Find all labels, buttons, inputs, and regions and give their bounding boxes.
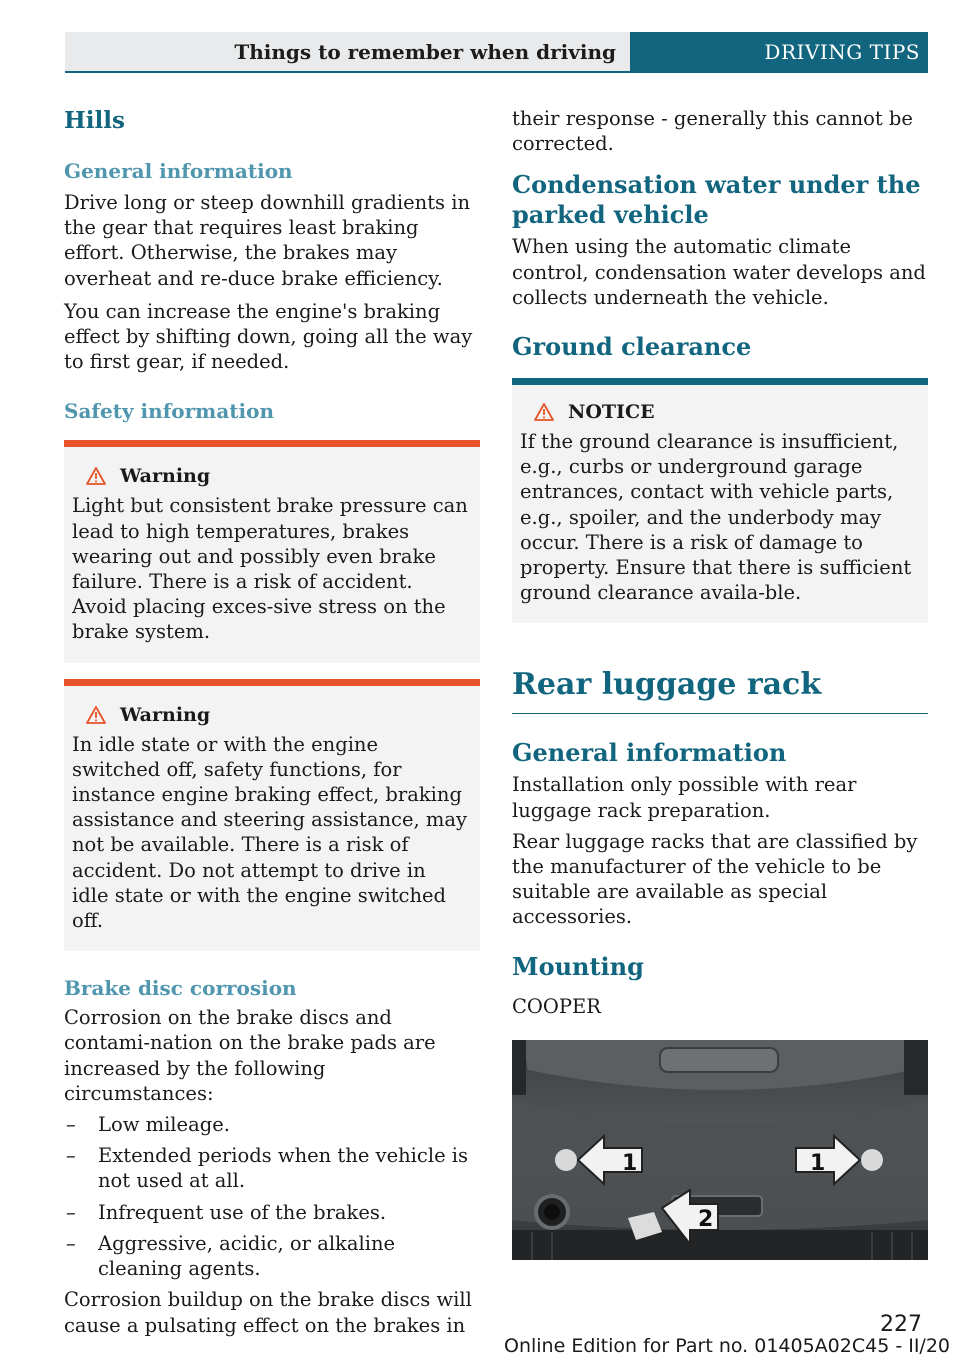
- warning-header: [72, 463, 468, 489]
- safety-info-heading: Safety information: [64, 399, 275, 424]
- warning-label: Warning: [120, 703, 211, 726]
- hills-heading: Hills: [64, 107, 125, 134]
- warning-text: In idle state or with the engine switched off, safety functions, for instance engine braking effect, braking assistance and steering assistance, may not be available. There is a risk of accident. Do not attempt to drive in idle state or with the engine switched off.: [72, 732, 468, 933]
- page-number: 227: [880, 1312, 922, 1337]
- corrosion-paragraph-1: Corrosion on the brake discs and contami-nation on the brake pads are increased by the following circumstances:: [64, 1006, 436, 1105]
- condensation-heading: Condensation water under the parked vehicle: [512, 170, 921, 230]
- general-info-paragraph-1: Drive long or steep downhill gradients in the gear that requires least braking effort. Otherwise, the brakes may overheat and re-duce brake efficiency.: [64, 191, 471, 290]
- luggage-paragraph-1: Installation only possible with rear luggage rack preparation.: [512, 773, 857, 822]
- notice-label: NOTICE: [568, 401, 655, 424]
- warning-triangle-icon: [86, 706, 106, 724]
- ground-clearance-heading: Ground clearance: [512, 332, 752, 362]
- brake-corrosion-heading: Brake disc corrosion: [64, 976, 297, 1001]
- list-item: – Aggressive, acidic, or alkaline cleaning agents.: [64, 1231, 480, 1281]
- warning-triangle-icon: [534, 403, 554, 421]
- warning-box-brake-pressure: [64, 440, 480, 662]
- figure-label-1-left: 1: [622, 1151, 638, 1176]
- notice-box-ground-clearance: [512, 378, 928, 623]
- model-label: COOPER: [512, 994, 601, 1018]
- corrosion-list: [64, 1112, 480, 1281]
- header-section-title: Things to remember when driving: [65, 32, 630, 71]
- notice-text: If the ground clearance is insufficient, e.g., curbs or underground garage entrances, contact with vehicle parts, e.g., spoiler, and the underbody may occur. There is a risk of damage to property. Ensure that there is sufficient ground clearance availa-ble.: [520, 430, 912, 605]
- luggage-paragraph-2: Rear luggage racks that are classified by the manufacturer of the vehicle to be suitable are available as special accessories.: [512, 829, 918, 929]
- general-info-heading: General information: [64, 159, 293, 183]
- mounting-heading: Mounting: [512, 951, 644, 981]
- luggage-general-heading: General information: [512, 738, 787, 768]
- warning-text: Light but consistent brake pressure can lead to high temperatures, brakes wearing out and possibly even brake failure. There is a risk of accident. Avoid placing exces-sive stress on the brake system.: [72, 494, 468, 644]
- warning-header: [72, 702, 468, 728]
- warning-box-idle-state: [64, 679, 480, 952]
- warning-label: Warning: [120, 465, 211, 488]
- figure-label-1-right: 1: [810, 1151, 826, 1176]
- warning-triangle-icon: [86, 467, 106, 485]
- notice-header: [520, 399, 916, 425]
- general-info-paragraph-2: You can increase the engine's braking effect by shifting down, going all the way to first gear, if needed.: [64, 299, 473, 374]
- footer-edition: Online Edition for Part no. 01405A02C45 - II/20: [504, 1335, 951, 1357]
- right-column: [512, 106, 928, 1019]
- figure-label-2: 2: [698, 1207, 714, 1232]
- header-chapter-title: DRIVING TIPS: [630, 32, 928, 71]
- vehicle-rear-illustration: [512, 1040, 928, 1260]
- section-rule: [512, 713, 928, 714]
- header-rule: [65, 71, 928, 73]
- list-item: – Low mileage.: [64, 1112, 480, 1137]
- list-item: – Infrequent use of the brakes.: [64, 1200, 480, 1225]
- left-column: [64, 106, 480, 1338]
- rear-luggage-rack-heading: Rear luggage rack: [512, 667, 822, 703]
- rear-mounting-figure: [512, 1040, 928, 1260]
- list-item: – Extended periods when the vehicle is not used at all.: [64, 1143, 480, 1193]
- condensation-paragraph: When using the automatic climate control, condensation water develops and collects underneath the vehicle.: [512, 235, 926, 309]
- continued-text: their response - generally this cannot be corrected.: [512, 107, 913, 156]
- corrosion-paragraph-2: Corrosion buildup on the brake discs will cause a pulsating effect on the brakes in: [64, 1288, 472, 1337]
